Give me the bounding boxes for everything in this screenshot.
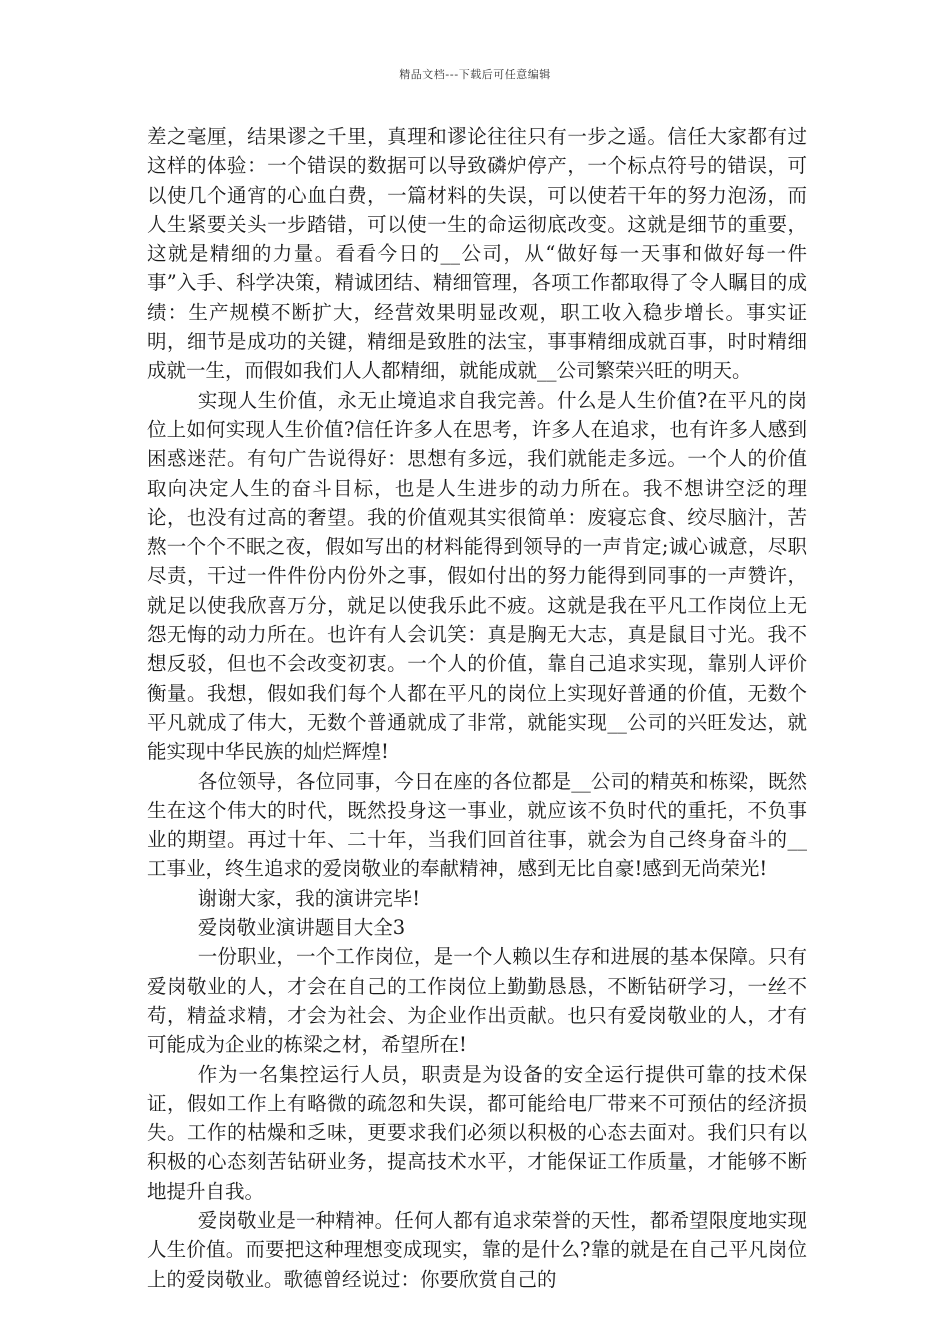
closing-line: 谢谢大家，我的演讲完毕! <box>197 886 421 910</box>
section-heading: 爱岗敬业演讲题目大全3 <box>197 916 406 940</box>
paragraph: 爱岗敬业是一种精神。任何人都有追求荣誉的天性，都希望限度地实现人生价值。而要把这种理想变成现实，靠的是什么?靠的就是在自己平凡岗位上的爱岗敬业。歌德曾经说过：你要欣赏自己的 <box>147 1208 807 1291</box>
paragraph: 作为一名集控运行人员，职责是为设备的安全运行提供可靠的技术保证，假如工作上有略微的疏忽和失误，都可能给电厂带来不可预估的经济损失。工作的枯燥和乏味，更要求我们必须以积极的心态去面对。我们只有以积极的心态刻苦钻研业务，提高技术水平，才能保证工作质量，才能够不断地提升自我。 <box>147 1062 807 1203</box>
document-body <box>147 122 807 1294</box>
paragraph: 差之毫厘，结果谬之千里，真理和谬论往往只有一步之遥。信任大家都有过这样的体验：一个错误的数据可以导致磷炉停产，一个标点符号的错误，可以使几个通宵的心血白费，一篇材料的失误，可以使若干年的努力泡汤，而人生紧要关头一步踏错，可以使一生的命运彻底改变。这就是细节的重要，这就是精细的力量。看看今日的__公司，从“做好每一天事和做好每一件事”入手、科学决策，精诚团结、精细管理，各项工作都取得了令人瞩目的成绩：生产规模不断扩大，经营效果明显改观，职工收入稳步增长。事实证明，细节是成功的关键，精细是致胜的法宝，事事精细成就百事，时时精细成就一生，而假如我们人人都精细，就能成就__公司繁荣兴旺的明天。 <box>147 125 807 383</box>
paragraph: 各位领导，各位同事，今日在座的各位都是__公司的精英和栋梁，既然生在这个伟大的时代，既然投身这一事业，就应该不负时代的重托，不负事业的期望。再过十年、二十年，当我们回首往事，就会为自己终身奋斗的__工事业，终生追求的爱岗敬业的奉献精神，感到无比自豪!感到无尚荣光! <box>147 769 807 881</box>
paragraph: 一份职业，一个工作岗位，是一个人赖以生存和进展的基本保障。只有爱岗敬业的人，才会在自己的工作岗位上勤勤恳恳，不断钻研学习，一丝不苟，精益求精，才会为社会、为企业作出贡献。也只有爱岗敬业的人，才有可能成为企业的栋梁之材，希望所在! <box>147 945 807 1057</box>
page-header: 精品文档---下载后可任意编辑 <box>399 68 551 81</box>
paragraph: 实现人生价值，永无止境追求自我完善。什么是人生价值?在平凡的岗位上如何实现人生价值?信任许多人在思考，许多人在追求，也有许多人感到困惑迷茫。有句广告说得好：思想有多远，我们就能走多远。一个人的价值取向决定人生的奋斗目标，也是人生进步的动力所在。我不想讲空泛的理论，也没有过高的奢望。我的价值观其实很简单：废寝忘食、绞尽脑汁，苦熬一个个不眠之夜，假如写出的材料能得到领导的一声肯定;诚心诚意，尽职尽责，干过一件件份内份外之事，假如付出的努力能得到同事的一声赞许，就足以使我欣喜万分，就足以使我乐此不疲。这就是我在平凡工作岗位上无怨无悔的动力所在。也许有人会讥笑：真是胸无大志，真是鼠目寸光。我不想反驳，但也不会改变初衷。一个人的价值，靠自己追求实现，靠别人评价衡量。我想，假如我们每个人都在平凡的岗位上实现好普通的价值，无数个平凡就成了伟大，无数个普通就成了非常，就能实现__公司的兴旺发达，就能实现中华民族的灿烂辉煌! <box>147 388 807 764</box>
